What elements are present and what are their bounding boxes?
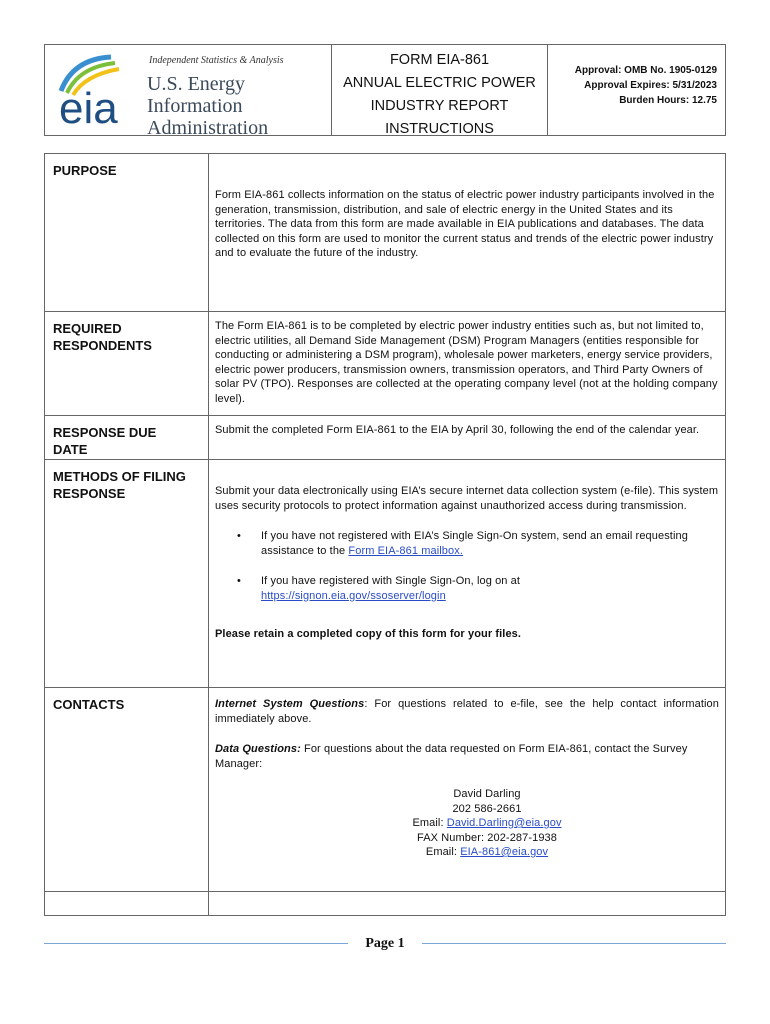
empty-row [45, 892, 726, 916]
due-date-cell [209, 416, 726, 460]
data-questions [215, 742, 719, 771]
methods-label-1: METHODS OF FILING [53, 469, 186, 484]
agency-line-2: Administration [147, 117, 269, 139]
purpose-row [45, 154, 726, 312]
purpose-label: PURPOSE [45, 154, 209, 312]
internet-questions-title: Internet System Questions [215, 698, 365, 710]
contact-email-label: Email: [412, 817, 447, 829]
contact-email2-line [255, 845, 719, 860]
empty-content-cell [209, 892, 726, 916]
contact-phone: 202 586-2661 [452, 802, 522, 815]
agency-line-1: U.S. Energy Information [147, 73, 245, 117]
contact-fax: FAX Number: 202-287-1938 [417, 831, 557, 844]
instructions-table [44, 153, 726, 916]
methods-bullets [215, 529, 719, 603]
internet-questions-text: : For questions related to e-file, see the help contact information immediately above. [215, 698, 719, 725]
due-date-text: Submit the completed Form EIA-861 to the EIA by April 30, following the end of the calendar year. [215, 424, 700, 436]
due-date-label-2: DATE [53, 442, 88, 457]
methods-label-2: RESPONSE [53, 486, 126, 501]
empty-label-cell [45, 892, 209, 916]
logo-text: eia [59, 84, 118, 131]
respondents-cell [209, 312, 726, 416]
mailbox-link[interactable]: Form EIA-861 mailbox. [348, 544, 463, 557]
approval-expires: Approval Expires: 5/31/2023 [584, 80, 717, 91]
survey-email-link[interactable]: EIA-861@eia.gov [460, 846, 549, 858]
bullet-dot-icon: • [237, 575, 241, 587]
due-date-row [45, 416, 726, 460]
contacts-row [45, 688, 726, 892]
bullet1-text: If you have not registered with EIA’s Single Sign-On system, send an email requesting assistance to the [261, 530, 688, 557]
approval-number: Approval: OMB No. 1905-0129 [574, 65, 717, 76]
contacts-label: CONTACTS [45, 688, 209, 892]
data-questions-text: For questions about the data requested on Form EIA-861, contact the Survey Manager: [215, 743, 688, 770]
eia-logo-block [45, 45, 332, 139]
approval-info [548, 45, 725, 135]
eia-logo-icon [53, 51, 145, 131]
bullet2-text: If you have registered with Single Sign-On, log on at [261, 575, 521, 587]
retain-note: Please retain a completed copy of this form for your files. [215, 628, 522, 640]
internet-questions [215, 688, 719, 726]
form-header [44, 44, 726, 139]
contact-email2-label: Email: [425, 846, 461, 858]
title-line-3: INDUSTRY REPORT [370, 98, 509, 114]
title-line-2: ANNUAL ELECTRIC POWER [343, 75, 536, 91]
respondents-text: The Form EIA-861 is to be completed by electric power industry entities such as, but not limited to, electric utilities, all Demand Side Management (DSM) Program Managers (entities responsible for conducting or administering a DSM program), wholesale power marketers, energy service providers, electric power producers, transmission owners, transmission operators, and Third Party Owners of solar PV (TPO). Responses are collected at the operating company level (not at the holding company level). [215, 320, 718, 405]
agency-name [147, 73, 331, 139]
sso-login-link[interactable]: https://signon.eia.gov/ssoserver/login [261, 589, 446, 602]
methods-cell [209, 460, 726, 688]
purpose-cell [209, 154, 726, 312]
contact-card [255, 787, 719, 860]
burden-hours: Burden Hours: 12.75 [619, 95, 717, 106]
data-questions-title: Data Questions: [215, 743, 301, 755]
bullet-not-registered [237, 529, 719, 558]
title-line-1: FORM EIA-861 [389, 52, 490, 68]
form-title [332, 45, 548, 135]
contact-name: David Darling [453, 788, 521, 800]
purpose-text: Form EIA-861 collects information on the status of electric power industry participants involved in the generation, transmission, distribution, and sale of electric energy in the United States and its territories. The data from this form are made available in EIA publications and databases. The data collected on this form are used to monitor the current status and trends of the electric power industry and to evaluate the future of the industry. [215, 189, 715, 259]
methods-row [45, 460, 726, 688]
contact-email-link[interactable]: David.Darling@eia.gov [446, 817, 562, 829]
methods-intro: Submit your data electronically using EIA’s secure internet data collection system (e-file). This system uses security protocols to protect information against unauthorized access during transmission. [215, 485, 719, 512]
due-date-label [45, 416, 209, 460]
title-line-4: INSTRUCTIONS [385, 121, 494, 137]
respondents-label-1: REQUIRED [53, 321, 122, 336]
due-date-label-1: RESPONSE DUE [53, 425, 157, 440]
respondents-label-2: RESPONDENTS [53, 338, 152, 353]
respondents-label [45, 312, 209, 416]
methods-label [45, 460, 209, 688]
respondents-row [45, 312, 726, 416]
contact-email-line [255, 816, 719, 831]
bullet-registered [237, 574, 719, 603]
tagline: Independent Statistics & Analysis [149, 55, 284, 66]
contacts-cell [209, 688, 726, 892]
page-footer [44, 936, 726, 956]
page-number: Page 1 [365, 936, 405, 951]
bullet-dot-icon: • [237, 530, 241, 542]
